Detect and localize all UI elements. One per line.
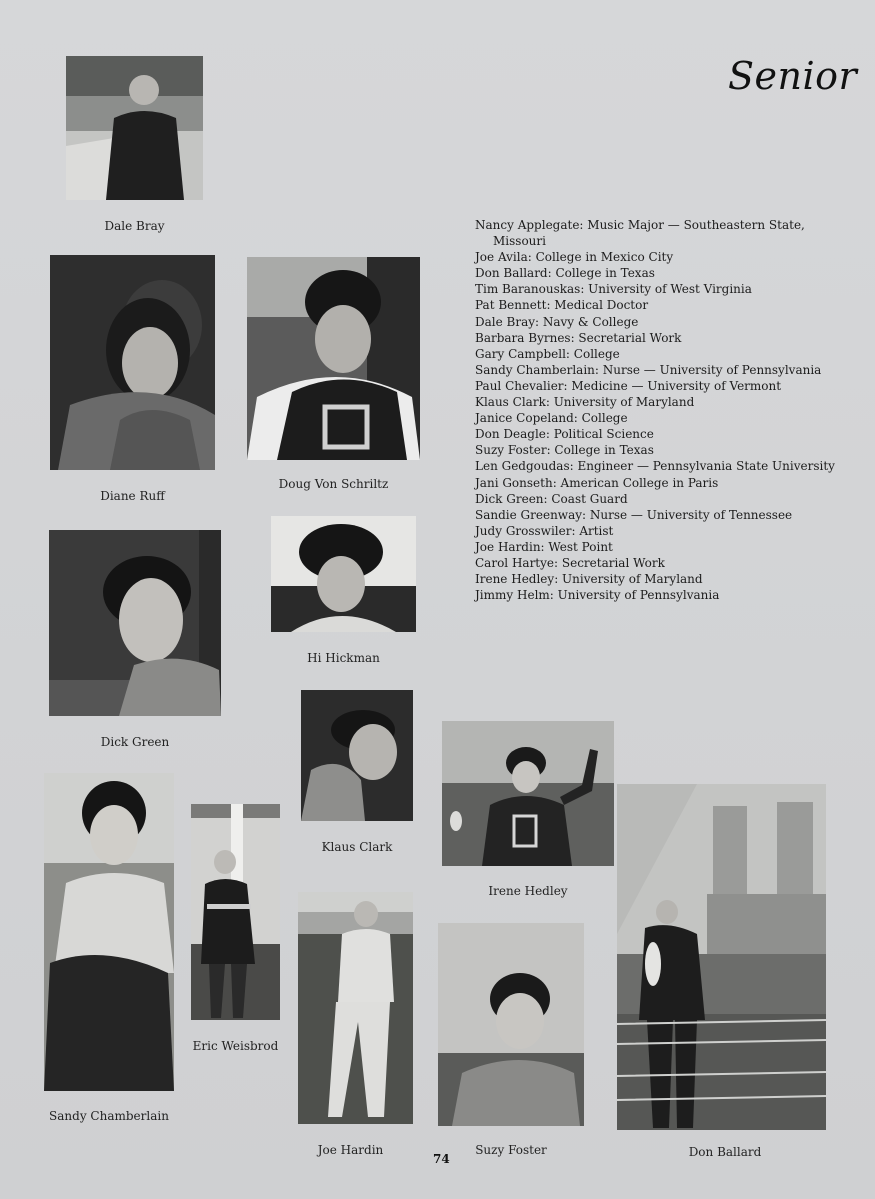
photo-klaus-clark xyxy=(301,690,413,821)
list-item: Nancy Applegate: Music Major — Southeastern State, xyxy=(475,218,805,232)
caption-dick-green: Dick Green xyxy=(100,735,170,749)
caption-don-ballard: Don Ballard xyxy=(688,1145,762,1159)
list-item: Sandy Chamberlain: Nurse — University of Pennsylvania xyxy=(475,362,822,377)
list-item: Len Gedgoudas: Engineer — Pennsylvania State University xyxy=(475,459,835,474)
list-item: Jani Gonseth: American College in Paris xyxy=(475,475,719,490)
caption-sandy-chamberlain: Sandy Chamberlain xyxy=(49,1109,169,1123)
list-item: Tim Baranouskas: University of West Virginia xyxy=(475,282,752,297)
photo-diane-ruff xyxy=(50,255,215,470)
list-item: Pat Bennett: Medical Doctor xyxy=(475,298,649,313)
photo-sandy-chamberlain xyxy=(44,773,174,1091)
caption-klaus-clark: Klaus Clark xyxy=(321,840,393,854)
photo-hi-hickman xyxy=(271,516,416,632)
senior-futures-list xyxy=(475,217,855,603)
page-number: 74 xyxy=(433,1152,450,1166)
list-item: Dick Green: Coast Guard xyxy=(475,491,628,506)
caption-eric-weisbrod: Eric Weisbrod xyxy=(192,1039,279,1053)
list-item: Judy Grosswiler: Artist xyxy=(475,523,614,538)
list-item: Barbara Byrnes: Secretarial Work xyxy=(475,330,682,345)
list-item: Sandie Greenway: Nurse — University of Tennessee xyxy=(475,507,793,522)
caption-hi-hickman: Hi Hickman xyxy=(307,651,380,665)
photo-dick-green xyxy=(49,530,221,716)
caption-diane-ruff: Diane Ruff xyxy=(100,489,165,503)
photo-doug-von-schriltz xyxy=(247,257,420,460)
photo-joe-hardin xyxy=(298,892,413,1124)
page-title: Senior xyxy=(728,54,858,98)
list-item-continuation: Missouri xyxy=(493,234,546,249)
photo-dale-bray xyxy=(66,56,203,200)
photo-irene-hedley xyxy=(442,721,614,866)
list-item: Klaus Clark: University of Maryland xyxy=(475,395,695,410)
photo-don-ballard xyxy=(617,784,826,1130)
photo-eric-weisbrod xyxy=(191,804,280,1020)
photo-suzy-foster xyxy=(438,923,584,1126)
caption-dale-bray: Dale Bray xyxy=(104,219,165,233)
list-item: Dale Bray: Navy & College xyxy=(475,314,639,329)
list-item: Joe Hardin: West Point xyxy=(475,539,613,554)
list-item: Suzy Foster: College in Texas xyxy=(475,443,654,458)
list-item: Jimmy Helm: University of Pennsylvania xyxy=(475,588,720,603)
list-item: Janice Copeland: College xyxy=(475,411,628,426)
list-item: Don Deagle: Political Science xyxy=(475,427,654,442)
caption-irene-hedley: Irene Hedley xyxy=(488,884,568,898)
list-item: Paul Chevalier: Medicine — University of Vermont xyxy=(475,378,782,393)
list-item: Don Ballard: College in Texas xyxy=(475,266,655,281)
list-item: Carol Hartye: Secretarial Work xyxy=(475,555,665,570)
list-item: Gary Campbell: College xyxy=(475,346,620,361)
list-item: Joe Avila: College in Mexico City xyxy=(475,250,674,265)
caption-joe-hardin: Joe Hardin xyxy=(317,1143,384,1157)
caption-doug-von-schriltz: Doug Von Schriltz xyxy=(278,477,389,491)
caption-suzy-foster: Suzy Foster xyxy=(475,1143,547,1157)
list-item: Irene Hedley: University of Maryland xyxy=(475,572,703,587)
